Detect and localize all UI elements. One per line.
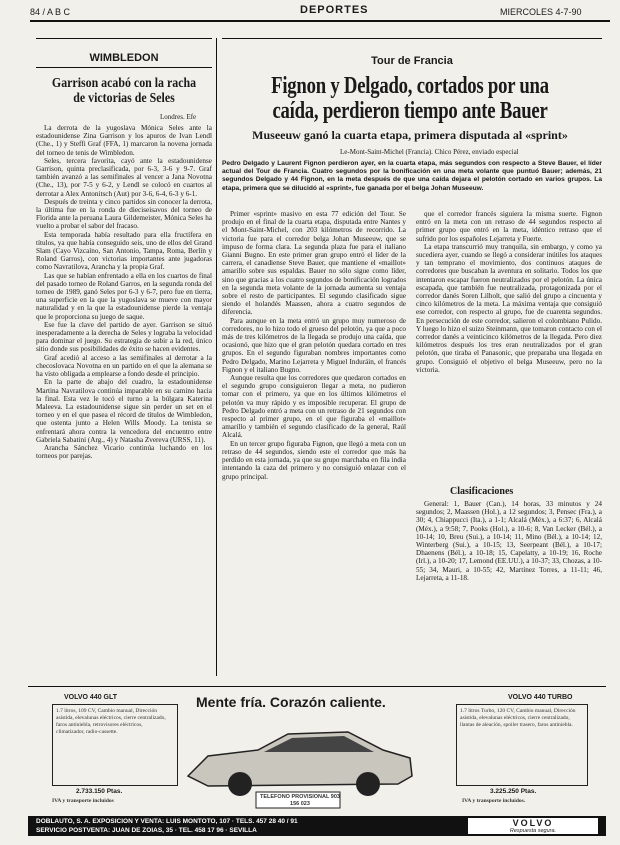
volvo-tagline: Respuesta segura. bbox=[509, 828, 557, 834]
main-para: que el corredor francés siguiera la misma suerte. Fignon entró en la meta con un retraso de 44 segundos respecto al primer grupo que entró en la meta, idéntico retraso que el sufrido por los españoles Lejarreta y Fuerte. bbox=[416, 210, 602, 243]
left-headline: Garrison acabó con la racha de victorias de Seles bbox=[51, 76, 197, 106]
volvo-brand: VOLVO bbox=[512, 818, 554, 828]
dealer-line-2: SERVICIO POSTVENTA: JUAN DE ZOIAS, 35 · TEL. 458 17 96 · SEVILLA bbox=[36, 827, 257, 834]
left-para: Las que se habían enfrentado a ella en los cuartos de final del pasado torneo de Roland Garros, en la segunda ronda del torneo de 1989, ganó Seles por 6-3 y 6-7, pero fue en tierra, una superficie en la que la yugoslava se mueve con mayor naturalidad y en la que la estadounidense pierde la ventaja que le proporciona su juego de saque. bbox=[36, 271, 212, 321]
main-byline: Le-Mont-Saint-Michel (Francia). Chico Pérez, enviado especial bbox=[340, 148, 519, 156]
section-title: DEPORTES bbox=[300, 4, 369, 16]
ad-left-price: 2.733.150 Ptas. bbox=[76, 788, 123, 795]
left-para: En la parte de abajo del cuadro, la estadounidense Martina Navratilova continúa imparable en su camino hacia la final. Esta vez le tocó el turno a la búlgara Katerina Maleeva. La estadounidense sigue sin perder un set en el torneo y en el que pasea el récord de títulos de Wimbledon, que ostenta junto a Helen Wills Moody. La tenista se enfrentará ahora contra la vencedora del encuentro entre Gabriela Sabatini (Arg., 4) y Natasha Zvereva (URSS, 11). bbox=[36, 378, 212, 444]
left-kicker: WIMBLEDON bbox=[89, 52, 159, 64]
main-body-col2 bbox=[416, 210, 602, 482]
dealer-line-1: DOBLAUTO, S. A. EXPOSICION Y VENTA: LUIS MONTOTO, 107 · TELS. 457 28 40 / 91 bbox=[36, 818, 298, 825]
left-kicker-rule-top bbox=[36, 38, 212, 39]
main-para: Primer «sprint» masivo en esta 77 edición del Tour. Se produjo en el final de la cuarta etapa, disputada entre Nantes y el Mont-Saint-Michel, con 203 kilómetros de recorrido. La victoria fue para el corredor belga Johan Museeuw, que se impuso de forma clara. La segunda plaza fue para el italiano Gianni Bugno. En este primer gran grupo entró el líder de la carrera, el canadiense Steve Bauer, que mantiene el «maillot» amarillo sobre sus espaldas. Bauer no sólo sigue como líder, sino que gracias a los cuatro segundos de bonificación logrados en la segunda meta volante de la jornada aumenta su ventaja sobre el resto de participantes. El segundo clasificado sigue siendo el holandés Maassen, ahora a cuatro segundos de diferencia. bbox=[222, 210, 406, 317]
ad-top-rule bbox=[28, 686, 606, 687]
left-para: Ese fue la clave del partido de ayer. Garrison se situó inesperadamente a la derecha de Seles y lograba la velocidad para dominar el juego. Su estrategia de subir a la red, único sitio donde sus posibilidades de éxito se hacen evidentes. bbox=[36, 320, 212, 354]
left-body bbox=[36, 124, 212, 672]
ad-right-specs: 1.7 litros Turbo, 120 CV, Cambio manual, Dirección asistida, elevalunas eléctricos, cierre centralizado, llantas de aleación, spoiler trasero, faros antiniebla. bbox=[460, 708, 576, 728]
left-para: Arancha Sánchez Vicario continúa luchando en los torneos por parejas. bbox=[36, 443, 212, 461]
issue-date: MIERCOLES 4-7-90 bbox=[500, 7, 582, 17]
main-para: En un tercer grupo figuraba Fignon, que llegó a meta con un retraso de 44 segundos, siendo este el corredor que más ha perdido en esta jornada, ya que su grupo marchaba en fila india intentando la caza del primero y no consiguió enlazar con el grupo principal. bbox=[222, 439, 406, 481]
ad-slogan: Mente fría. Corazón caliente. bbox=[196, 694, 386, 710]
car-wheel-front bbox=[228, 772, 252, 796]
main-kicker: Tour de Francia bbox=[371, 55, 453, 67]
left-byline: Londres. Efe bbox=[160, 113, 197, 121]
ad-right-note: IVA y transporte incluidos. bbox=[462, 798, 526, 804]
left-para: Graf acedió al acceso a las semifinales al derrotar a la checoslovaca Novotna en un partido en el que la alemana se ha visto obligada a emplearse a fondo desde el principio. bbox=[36, 353, 212, 379]
main-subhead: Museeuw ganó la cuarta etapa, primera disputada al «sprint» bbox=[252, 128, 568, 142]
ad-right-title: VOLVO 440 TURBO bbox=[508, 694, 573, 701]
main-kicker-rule-top bbox=[222, 38, 602, 39]
left-para: Esta temporada había resultado para ella fructífera en títulos, ya que había conseguido seis, uno de ellos del Grand Slam (Cayo Vizcaíno, San Antonio, Tampa, Roma, Berlín y Roland Garros), con victorias importantes ante jugadoras como Navratilova, Arancha y la propia Graf. bbox=[36, 230, 212, 272]
left-para: La derrota de la yugoslava Mónica Seles ante la estadounidense Zina Garrison y los apuros de Ivan Lendl (Che., 1) y Steffi Graf (FFA, 1) marcaron la novena jornada del torneo de tenis de Wimbledon. bbox=[36, 124, 212, 157]
main-headline: Fignon y Delgado, cortados por una caída, perdieron tiempo ante Bauer bbox=[271, 73, 549, 124]
ad-right-price: 3.225.250 Ptas. bbox=[490, 788, 537, 795]
standings-body bbox=[416, 500, 602, 676]
left-para: Seles, tercera favorita, cayó ante la estadounidense Garrison, quinta preclasificada, por 6-3, 3-6 y 9-7. Graf también avanzó a las semifinales al vencer a Jana Novotna (Che., 13), por 7-5 y 6-2, y Lendl se colocó en cuartos al derrotar a Alex Antonitsch (Aut) por 3-6, 6-4, 6-3 y 6-1. bbox=[36, 156, 212, 198]
ad-left-title: VOLVO 440 GLT bbox=[64, 694, 118, 701]
standings-text: General: 1, Bauer (Can.), 14 horas, 33 minutos y 24 segundos; 2, Maassen (Hol.), a 12 segundos; 3, Pensec (Fra.), a 30; 4, Chiappucci (Ita.), a 1-1; Alcalá (Méx.), a 6:37; 6, Alcalá (Méx.), a 9:58; 7, Pooks (Hol.), a 10-6; 8, Van Lecker (Bél.), a 10-14; 10, Breu (Sui.), a 10-14; 11, Mino (Bél.), a 10-14; 12, Winterberg (Sui.), a 10-15; 13, Seerpeant (Bél.), a 10-17; Dhaenens (Bél.), a 10-18; 15, Capelatty, a 10-19; 16, Roche (Irl.), a 10-20; 17, Lemond (EE.UU.), a 10-37; 33, Chozas, a 10-55; 34, Mauri, a 10-55; 42, Martínez Torres, a 11-11; 46, Lejarreta, a 11-18. bbox=[416, 500, 602, 582]
volvo-logo bbox=[468, 818, 598, 834]
ad-plate-text: TELEFONO PROVISIONAL 903 156 023 bbox=[260, 794, 340, 807]
standings-title: Clasificaciones bbox=[450, 486, 514, 497]
column-divider bbox=[216, 38, 217, 676]
volvo-advertisement bbox=[28, 690, 606, 840]
main-lead: Pedro Delgado y Laurent Fignon perdieron ayer, en la cuarta etapa, más segundos con respecto a Steve Bauer, el líder actual del Tour de Francia. Cuatro segundos por la bonificación en una meta volante que puntuó Bauer; además, 21 segundos Delgado y 44 Fignon, en la meta después de que una caída dejara el pelotón cortado en varios grupos. La etapa, primera que se dilucidó al «sprint», fue ganada por el belga Johan Museeuw. bbox=[222, 160, 602, 192]
header-rule bbox=[30, 20, 610, 22]
main-body-col1 bbox=[222, 210, 406, 676]
page-number: 84 / A B C bbox=[30, 7, 71, 17]
car-wheel-rear bbox=[356, 772, 380, 796]
page-header bbox=[0, 0, 620, 20]
main-para: Aunque resulta que los corredores que quedaron cortados en el segundo grupo consiguieron llegar a meta, no pudieron tomar con el primero, ya que en los últimos kilómetros el pelotón va muy rápido y es imposible recuperar. El grupo de Pedro Delgado entró a meta con un retraso de 21 segundos con respecto al primer grupo, en el que figuraba el «maillot» amarillo y también el segundo clasificado de la general, Raúl Alcalá. bbox=[222, 374, 406, 440]
ad-left-note: IVA y transporte incluidos bbox=[52, 798, 114, 804]
left-para: Después de treinta y cinco partidos sin conocer la derrota, la última fue en la ronda de dieciseisavos del torneo de Florida ante la peruana Laura Gildemeister, Mónica Seles ha vuelto a probar el sabor del fracaso. bbox=[36, 197, 212, 231]
main-para: Para aunque en la meta entró un grupo muy numeroso de corredores, no lo hizo todo el grueso del pelotón, ya que a poco más de tres kilómetros de la llegada se produjo una caída, que ocasionó, que hizo que el gran pelotón quedara cortado en tres grupos. En el segundo figuraban nombres importantes como Pedro Delgado, Marino Lejarreta y Miguel Induráin, el francés Fignon y el italiano Bugno. bbox=[222, 316, 406, 374]
main-para: La etapa transcurrió muy tranquila, sin embargo, y como ya sucediera ayer, cuando se llegó a considerar inútiles los ataques y tan temprano el movimiento, dos continuos ataques de corredores que buscaban la aventura en solitario. Todos los que intentaron escapar fueron neutralizados por el pelotón. La única escapada, que también fue neutralizada, protagonizada por el corredor danés Soren Lilholt, que salió del grupo a cincuenta y cinco kilómetros de la meta. La máxima ventaja que consiguió ese corredor, con respecto al grupo, fue de cuarenta segundos. En persecución de este corredor, salieron el colombiano Pulido. Y luego lo hizo el suizo Steinmann, que tomaron contacto con el corredor danés a veinticinco kilómetros de la llegada. Pero diez kilómetros después los tres eran neutralizados por el gran pelotón, que tiraba el Panasonic, que preparaba una llegada en grupo. Consiguió el objetivo el belga Museeuw, pero no la victoria. bbox=[416, 242, 602, 374]
ad-left-specs: 1.7 litros, 109 CV, Cambio manual, Dirección asistida, elevalunas eléctricos, cierre centralizado, faros antiniebla, retrovisores eléctricos, climatizador, radio-cassette. bbox=[56, 708, 166, 735]
left-kicker-rule-bottom bbox=[36, 67, 212, 68]
